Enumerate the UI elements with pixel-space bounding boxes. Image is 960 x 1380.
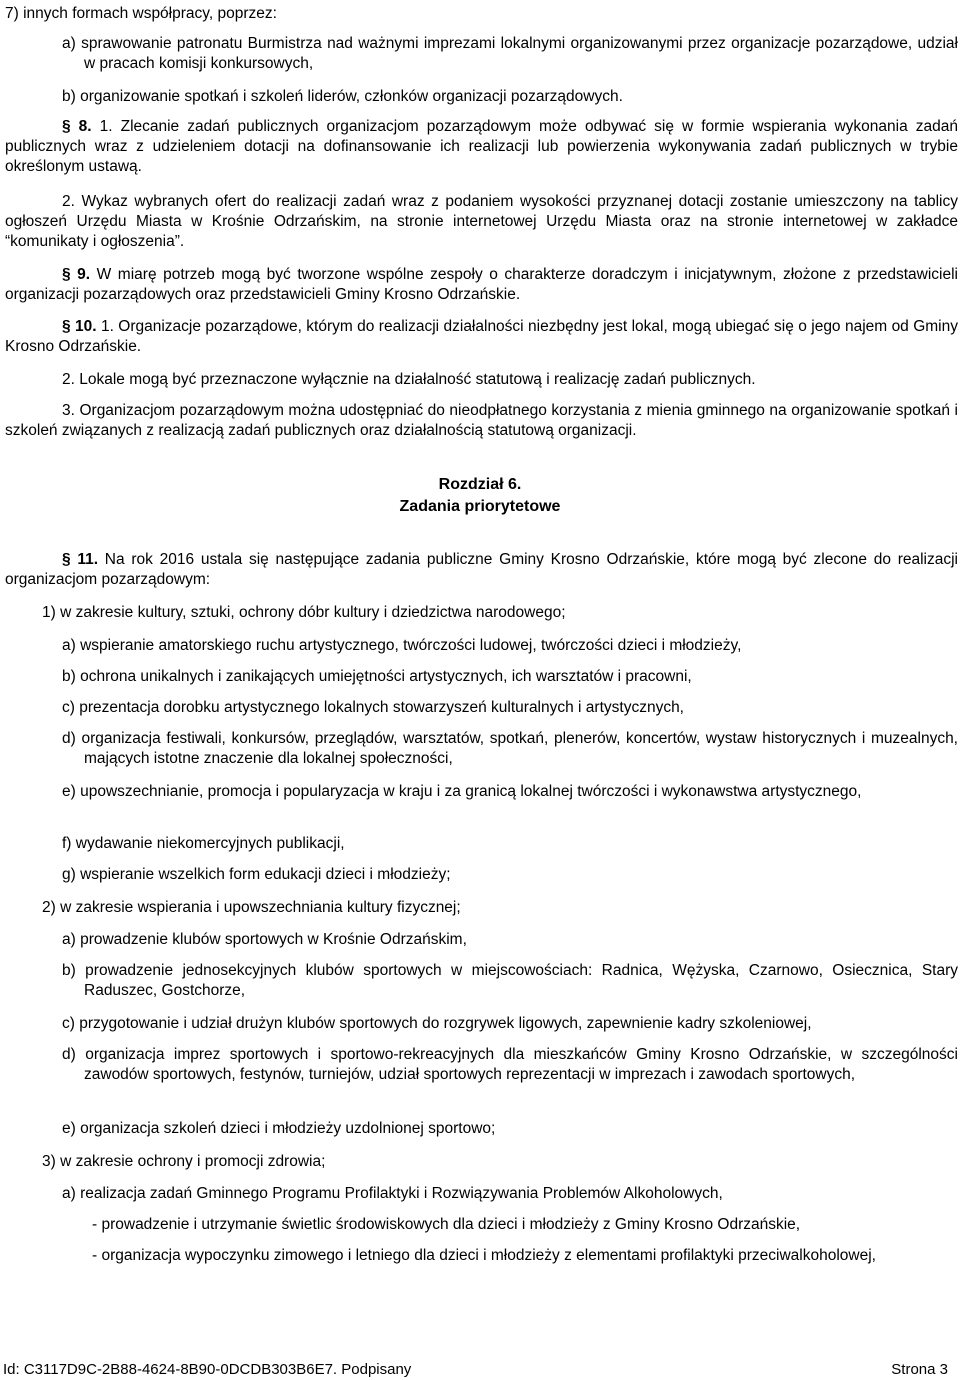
point-2: 2) w zakresie wspierania i upowszechniania kultury fizycznej; <box>42 899 461 916</box>
item-7b: b) organizowanie spotkań i szkoleń liderów, członków organizacji pozarządowych. <box>62 88 623 105</box>
point-1e: e) upowszechnianie, promocja i popularyzacja w kraju i za granicą lokalnej twórczości i wykonawstwa artystycznego, <box>62 783 862 800</box>
item-7a: a) sprawowanie patronatu Burmistrza nad ważnymi imprezami lokalnymi organizowanymi przez organizacje pozarządowe, udział w pracach komisji konkursowych, <box>62 35 958 72</box>
section-9: § 9. W miarę potrzeb mogą być tworzone wspólne zespoły o charakterze doradczym i inicjatywnym, złożone z przedstawicieli organizacji pozarządowych oraz przedstawicieli Gminy Krosno Odrzańskie. <box>5 266 959 303</box>
footer-document-id: Id: C3117D9C-2B88-4624-8B90-0DCDB303B6E7. Podpisany <box>3 1361 412 1378</box>
point-3: 3) w zakresie ochrony i promocji zdrowia; <box>42 1153 326 1170</box>
section-10-number: § 10. <box>62 318 97 335</box>
section-8-point-2: 2. Wykaz wybranych ofert do realizacji zadań wraz z podaniem wysokości przyznanej dotacji zostanie umieszczony na tablicy ogłoszeń Urzędu Miasta w Krośnie Odrzańskim, na stronie internetowej Urzędu Miasta oraz na stronie internetowej w zakładce “komunikaty i ogłoszenia”. <box>5 193 958 250</box>
footer-page-number: Strona 3 <box>891 1361 948 1378</box>
section-11-number: § 11. <box>62 551 99 568</box>
section-11: § 11. Na rok 2016 ustala się następujące zadania publiczne Gminy Krosno Odrzańskie, które mogą być zlecone do realizacji organizacjom pozarządowym: <box>5 551 958 588</box>
point-1c: c) prezentacja dorobku artystycznego lokalnych stowarzyszeń kulturalnych i artystycznych, <box>62 699 684 716</box>
chapter-title: Zadania priorytetowe <box>399 498 561 515</box>
point-1a: a) wspieranie amatorskiego ruchu artystycznego, twórczości ludowej, twórczości dzieci i młodzieży, <box>62 637 742 654</box>
section-8-number: § 8. <box>62 118 92 135</box>
point-1: 1) w zakresie kultury, sztuki, ochrony dóbr kultury i dziedzictwa narodowego; <box>42 604 566 621</box>
point-1f: f) wydawanie niekomercyjnych publikacji, <box>62 835 345 852</box>
section-10-point-2: 2. Lokale mogą być przeznaczone wyłącznie na działalność statutową i realizację zadań publicznych. <box>62 371 756 388</box>
point-2b: b) prowadzenie jednosekcyjnych klubów sportowych w miejscowościach: Radnica, Wężyska, Czarnowo, Osiecznica, Stary Raduszec, Gostchorze, <box>62 962 958 999</box>
point-3a-dash-1: - prowadzenie i utrzymanie świetlic środowiskowych dla dzieci i młodzieży z Gminy Krosno Odrzańskie, <box>92 1216 801 1233</box>
point-3a: a) realizacja zadań Gminnego Programu Profilaktyki i Rozwiązywania Problemów Alkoholowych, <box>62 1185 723 1202</box>
point-2d: d) organizacja imprez sportowych i sportowo-rekreacyjnych dla mieszkańców Gminy Krosno Odrzańskie, w szczególności zawodów sportowych, festynów, turniejów, udział sportowych reprezentacji w imprezach i zawodach sportowych, <box>62 1046 958 1083</box>
item-7: 7) innych formach współpracy, poprzez: <box>5 5 277 22</box>
point-3a-dash-2: - organizacja wypoczynku zimowego i letniego dla dzieci i młodzieży z elementami profilaktyki przeciwalkoholowej, <box>92 1247 876 1264</box>
point-1b: b) ochrona unikalnych i zanikających umiejętności artystycznych, ich warsztatów i pracowni, <box>62 668 692 685</box>
section-9-number: § 9. <box>62 266 91 283</box>
point-2a: a) prowadzenie klubów sportowych w Krośnie Odrzańskim, <box>62 931 467 948</box>
point-1g: g) wspieranie wszelkich form edukacji dzieci i młodzieży; <box>62 866 451 883</box>
point-2e: e) organizacja szkoleń dzieci i młodzieży uzdolnionej sportowo; <box>62 1120 496 1137</box>
chapter-heading: Rozdział 6. <box>438 476 522 493</box>
section-10-point-3: 3. Organizacjom pozarządowym można udostępniać do nieodpłatnego korzystania z mienia gminnego na organizowanie spotkań i szkoleń związanych z realizacją zadań publicznych oraz działalnością statutową organizacji. <box>5 402 958 439</box>
point-2c: c) przygotowanie i udział drużyn klubów sportowych do rozgrywek ligowych, zapewnienie kadry szkoleniowej, <box>62 1015 812 1032</box>
section-10-point-1: § 10. 1. Organizacje pozarządowe, którym do realizacji działalności niezbędny jest lokal, mogą ubiegać się o jego najem od Gminy Krosno Odrzańskie. <box>5 318 958 355</box>
point-1d: d) organizacja festiwali, konkursów, przeglądów, warsztatów, spotkań, plenerów, koncertów, wystaw historycznych i muzealnych, mających istotne znaczenie dla lokalnej społeczności, <box>62 730 958 767</box>
section-8-point-1: § 8. 1. Zlecanie zadań publicznych organizacjom pozarządowym może odbywać się w formie wspierania wykonania zadań publicznych wraz z udzieleniem dotacji na dofinansowanie ich realizacji lub powierzenia wykonywania zadań publicznych w trybie określonym ustawą. <box>5 118 958 175</box>
